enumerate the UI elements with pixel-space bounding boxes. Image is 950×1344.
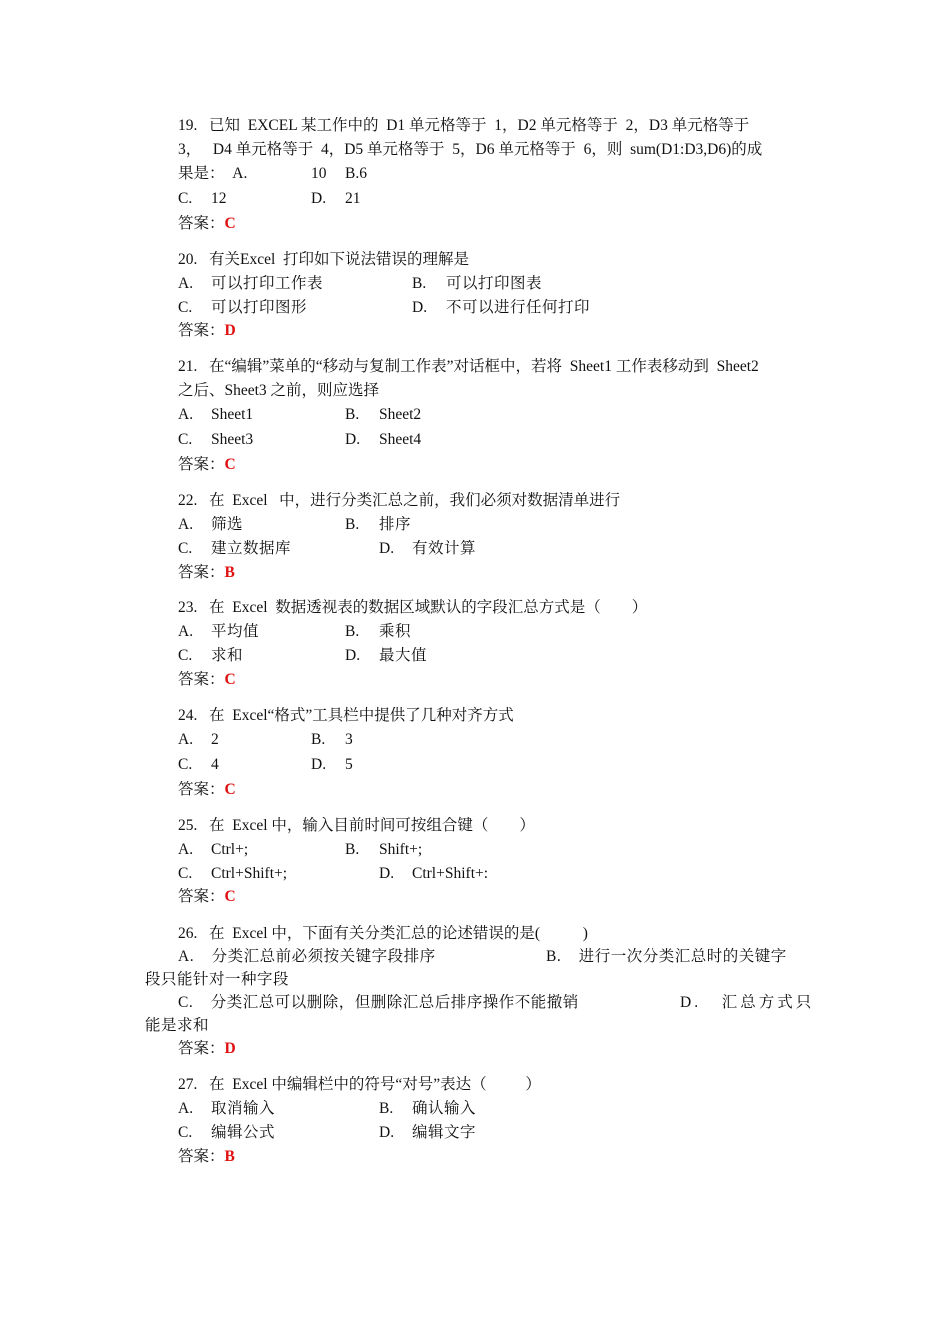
option-text: Ctrl+Shift+: — [412, 865, 489, 882]
option-text: Sheet3 — [211, 431, 254, 448]
option-text: Ctrl+; — [211, 841, 249, 858]
option-key: A. — [178, 731, 194, 748]
option-key: A. — [178, 841, 194, 858]
answer-22 — [178, 563, 235, 583]
answer-19 — [178, 214, 236, 234]
question-19-line-3: 果是： A. — [178, 165, 248, 182]
question-19-line-2: 3， D4 单元格等于 4，D5 单元格等于 5，D6 单元格等于 6，则 sum(D1:D3,D6)的成 — [178, 141, 763, 158]
option-text: 确认输入 — [412, 1100, 477, 1117]
option-key: A. — [178, 623, 194, 640]
answer-label: 答案： — [178, 1148, 225, 1165]
answer-label: 答案： — [178, 671, 225, 688]
option-text: 取消输入 — [211, 1100, 276, 1117]
option-text: 4 — [211, 756, 219, 773]
option-key: B. — [345, 516, 360, 533]
option-text: 编辑文字 — [412, 1124, 477, 1141]
option-key: D. — [379, 1124, 395, 1141]
option-text: 可以打印图表 — [446, 275, 543, 292]
answer-label: 答案： — [178, 456, 225, 473]
answer-value: C — [224, 215, 236, 232]
option-key: C. — [178, 1124, 193, 1141]
option-key: A. — [178, 516, 194, 533]
question-27-line-1: 27. 在 Excel 中编辑栏中的符号“对号”表达（ ） — [178, 1076, 541, 1093]
option-text: 建立数据库 — [211, 540, 292, 557]
option-text: 可以打印工作表 — [211, 275, 324, 292]
option-text: 不可以进行任何打印 — [446, 299, 591, 316]
question-24-line-1: 24. 在 Excel“格式”工具栏中提供了几种对齐方式 — [178, 707, 514, 724]
option-text: 5 — [345, 756, 353, 773]
option-key: B. — [311, 731, 326, 748]
option-key: C. — [178, 190, 193, 207]
option-text: 3 — [345, 731, 353, 748]
answer-label: 答案： — [178, 564, 225, 581]
answer-21 — [178, 455, 236, 475]
option-text: 排序 — [379, 516, 412, 533]
option-key: C. — [178, 865, 193, 882]
answer-value: C — [224, 781, 236, 798]
option-key: C. — [178, 299, 193, 316]
answer-value: C — [224, 888, 236, 905]
option-text: Sheet1 — [211, 406, 254, 423]
answer-value: D — [224, 1040, 236, 1057]
option-text: Sheet2 — [379, 406, 422, 423]
option-key: A. — [178, 406, 194, 423]
option-key: D. — [379, 540, 395, 557]
option-text: Sheet4 — [379, 431, 422, 448]
answer-23 — [178, 670, 236, 690]
option-text: 乘积 — [379, 623, 412, 640]
option-text: 编辑公式 — [211, 1124, 276, 1141]
question-22-line-1: 22. 在 Excel 中，进行分类汇总之前，我们必须对数据清单进行 — [178, 492, 621, 509]
option-key: B. — [345, 623, 360, 640]
option-key: D. — [311, 756, 327, 773]
answer-label: 答案： — [178, 888, 225, 905]
option-key: D. — [379, 865, 395, 882]
question-21-line-1: 21. 在“编辑”菜单的“移动与复制工作表”对话框中，若将 Sheet1 工作表移动到 Sheet2 — [178, 358, 759, 375]
answer-value: C — [224, 456, 236, 473]
question-19-option-a-value: 10 — [311, 165, 327, 182]
option-key: C. — [178, 431, 193, 448]
option-text: 21 — [345, 190, 361, 207]
answer-value: D — [224, 322, 236, 339]
option-key: B. — [345, 841, 360, 858]
question-19-option-b: B.6 — [345, 165, 367, 182]
option-key: D. — [345, 431, 361, 448]
answer-value: B — [224, 564, 235, 581]
option-text: 可以打印图形 — [211, 299, 308, 316]
answer-25 — [178, 887, 236, 907]
option-key: D. — [412, 299, 428, 316]
answer-20 — [178, 321, 236, 341]
question-21-line-2: 之后、Sheet3 之前，则应选择 — [178, 382, 380, 399]
option-text: 平均值 — [211, 623, 260, 640]
answer-label: 答案： — [178, 215, 225, 232]
option-key: C. — [178, 647, 193, 664]
option-key: C. — [178, 756, 193, 773]
option-text: Ctrl+Shift+; — [211, 865, 288, 882]
option-key: B. — [379, 1100, 394, 1117]
option-key: D. — [311, 190, 327, 207]
option-key: A. — [178, 1100, 194, 1117]
question-26-option-d: D. 汇总方式只 — [680, 994, 815, 1011]
answer-value: B — [224, 1148, 235, 1165]
question-26-option-d-cont: 能是求和 — [145, 1017, 210, 1034]
option-key: C. — [178, 540, 193, 557]
answer-27 — [178, 1147, 235, 1167]
option-text: 2 — [211, 731, 219, 748]
option-key: B. — [345, 406, 360, 423]
option-text: 最大值 — [379, 647, 428, 664]
option-text: 求和 — [211, 647, 244, 664]
question-26-option-b-cont: 段只能针对一种字段 — [145, 971, 290, 988]
answer-label: 答案： — [178, 1040, 225, 1057]
option-key: D. — [345, 647, 361, 664]
option-text: 有效计算 — [412, 540, 477, 557]
answer-26 — [178, 1039, 236, 1059]
option-text: 筛选 — [211, 516, 244, 533]
option-text: 12 — [211, 190, 227, 207]
answer-label: 答案： — [178, 781, 225, 798]
option-text: Shift+; — [379, 841, 423, 858]
question-26-option-a: A. 分类汇总前必须按关键字段排序 — [178, 948, 436, 965]
option-key: B. — [412, 275, 427, 292]
answer-value: C — [224, 671, 236, 688]
answer-24 — [178, 780, 236, 800]
question-20-line-1: 20. 有关Excel 打印如下说法错误的理解是 — [178, 251, 470, 268]
question-26-option-c: C. 分类汇总可以删除，但删除汇总后排序操作不能撤销 — [178, 994, 579, 1011]
option-key: A. — [178, 275, 194, 292]
question-26-line-1: 26. 在 Excel 中，下面有关分类汇总的论述错误的是( ) — [178, 925, 588, 942]
question-26-option-b: B. 进行一次分类汇总时的关键字 — [546, 948, 787, 965]
question-19-line-1: 19. 已知 EXCEL 某工作中的 D1 单元格等于 1，D2 单元格等于 2，D3 单元格等于 — [178, 117, 750, 134]
answer-label: 答案： — [178, 322, 225, 339]
question-23-line-1: 23. 在 Excel 数据透视表的数据区域默认的字段汇总方式是（ ） — [178, 599, 648, 616]
question-25-line-1: 25. 在 Excel 中，输入目前时间可按组合键（ ） — [178, 817, 535, 834]
